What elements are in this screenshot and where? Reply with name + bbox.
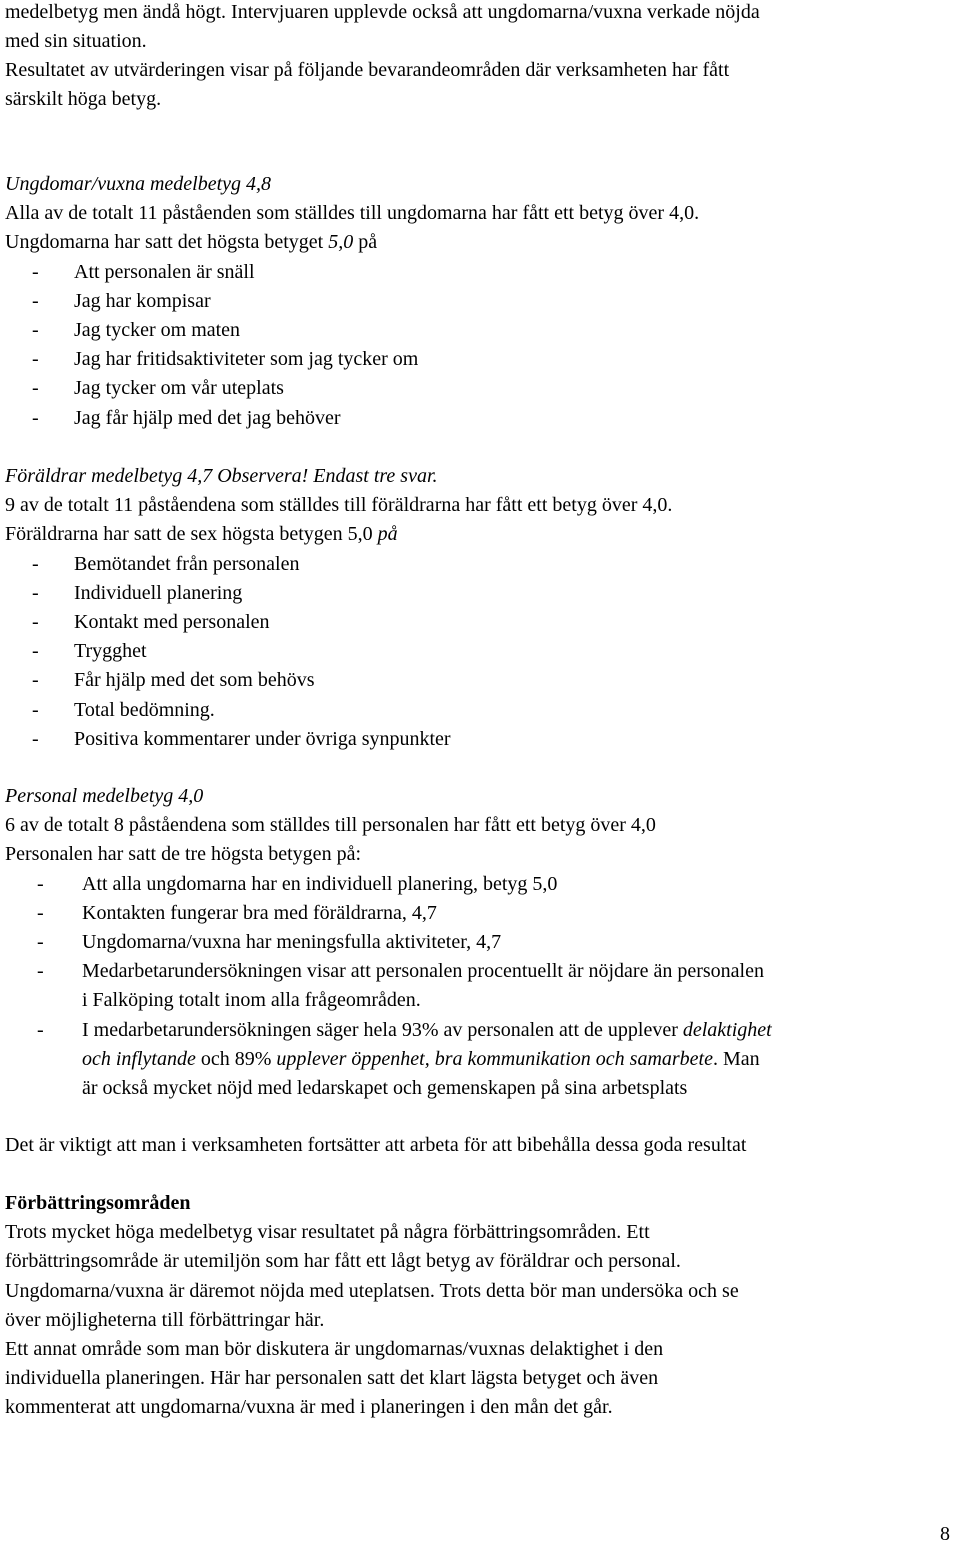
text-span: på xyxy=(353,231,378,254)
text-span: och 89% xyxy=(195,1047,277,1070)
text-line: förbättringsområde är utemiljön som har fått ett lågt betyg av föräldrar och personal. xyxy=(5,1250,681,1273)
list-item: - Jag har kompisar xyxy=(0,287,960,316)
list-item: - Total bedömning. xyxy=(0,696,960,725)
conclusion-paragraph xyxy=(5,1131,960,1160)
list-item: - Kontakt med personalen xyxy=(0,608,960,637)
intro-paragraph xyxy=(5,0,960,56)
list-item: - Positiva kommentarer under övriga synpunkter xyxy=(0,725,960,754)
text-line xyxy=(82,1045,960,1074)
text-span: Ungdomarna har satt det högsta betyget xyxy=(5,231,329,254)
staff-top-intro: Personalen har satt de tre högsta betygen på: xyxy=(5,843,361,866)
staff-list xyxy=(0,870,960,1104)
parents-heading: Föräldrar medelbetyg 4,7 Observera! Endast tre svar. xyxy=(5,465,438,487)
text-line: individuella planeringen. Här har personalen satt det klart lägsta betyget och även xyxy=(5,1367,659,1390)
youth-section xyxy=(5,170,960,433)
list-item: - Jag får hjälp med det jag behöver xyxy=(0,404,960,433)
parents-top-intro xyxy=(5,520,960,549)
staff-heading: Personal medelbetyg 4,0 xyxy=(5,785,204,807)
list-item: - Bemötandet från personalen xyxy=(0,550,960,579)
youth-top-intro xyxy=(5,228,960,257)
parents-summary: 9 av de totalt 11 påståendena som ställdes till föräldrarna har fått ett betyg över 4,0. xyxy=(5,494,673,517)
list-item: - Får hjälp med det som behövs xyxy=(0,666,960,695)
list-item: - Kontakten fungerar bra med föräldrarna, 4,7 xyxy=(0,899,960,928)
youth-summary: Alla av de totalt 11 påståenden som ställdes till ungdomarna har fått ett betyg över 4,0. xyxy=(5,202,700,225)
text-span: och inflytande xyxy=(82,1047,196,1070)
text-line: - Medarbetarundersökningen visar att personalen procentuellt är nöjdare än personalen xyxy=(82,960,764,983)
text-line: är också mycket nöjd med ledarskapet och gemenskapen på sina arbetsplats xyxy=(82,1077,688,1100)
text-span: Föräldrarna har satt de sex högsta betygen 5,0 xyxy=(5,523,378,546)
list-item: - Jag tycker om vår uteplats xyxy=(0,374,960,403)
text-line: Ungdomarna/vuxna är däremot nöjda med uteplatsen. Trots detta bör man undersöka och se xyxy=(5,1279,739,1302)
list-item: - Ungdomarna/vuxna har meningsfulla aktiviteter, 4,7 xyxy=(0,928,960,957)
list-item xyxy=(0,1016,960,1104)
list-item: - Att personalen är snäll xyxy=(0,258,960,287)
youth-list xyxy=(0,258,960,433)
youth-heading: Ungdomar/vuxna medelbetyg 4,8 xyxy=(5,173,272,195)
staff-section xyxy=(5,782,960,1103)
parents-list xyxy=(0,550,960,754)
text-line: i Falköping totalt inom alla frågeområden. xyxy=(82,989,421,1012)
text-span: delaktighet xyxy=(682,1018,772,1041)
list-item: - Att alla ungdomarna har en individuell planering, betyg 5,0 xyxy=(0,870,960,899)
text-line: Det är viktigt att man i verksamheten fortsätter att arbeta för att bibehålla dessa goda resultat xyxy=(5,1134,747,1156)
text-line: kommenterat att ungdomarna/vuxna är med i planeringen i den mån det går. xyxy=(5,1396,613,1419)
improvement-section xyxy=(5,1189,960,1423)
text-line: särskilt höga betyg. xyxy=(5,88,162,111)
page-number: 8 xyxy=(940,1523,950,1545)
list-item: - Jag tycker om maten xyxy=(0,316,960,345)
text-span: I medarbetarundersökningen säger hela 93% av personalen att de upplever xyxy=(82,1018,683,1041)
score-span: 5,0 xyxy=(328,231,354,254)
text-line: medelbetyg men ändå högt. Intervjuaren upplevde också att ungdomarna/vuxna verkade nöjda xyxy=(5,1,760,23)
result-paragraph xyxy=(5,56,960,114)
list-item: - Individuell planering xyxy=(0,579,960,608)
improvement-heading: Förbättringsområden xyxy=(5,1192,191,1214)
text-span: på xyxy=(377,523,398,546)
parents-section xyxy=(5,462,960,754)
text-line: Trots mycket höga medelbetyg visar resultatet på några förbättringsområden. Ett xyxy=(5,1221,650,1244)
list-item: - Trygghet xyxy=(0,637,960,666)
text-span: . Man xyxy=(712,1047,760,1070)
list-item xyxy=(0,957,960,1015)
text-line: Resultatet av utvärderingen visar på följande bevarandeområden där verksamheten har fått xyxy=(5,59,730,81)
staff-summary: 6 av de totalt 8 påståendena som ställdes till personalen har fått ett betyg över 4,0 xyxy=(5,814,656,837)
text-span: upplever öppenhet, bra kommunikation och samarbete xyxy=(276,1047,713,1070)
text-line: med sin situation. xyxy=(5,30,147,53)
text-line xyxy=(82,1016,960,1045)
text-line: över möjligheterna till förbättringar här. xyxy=(5,1308,325,1331)
text-line: Ett annat område som man bör diskutera är ungdomarnas/vuxnas delaktighet i den xyxy=(5,1338,664,1361)
list-item: - Jag har fritidsaktiviteter som jag tycker om xyxy=(0,345,960,374)
